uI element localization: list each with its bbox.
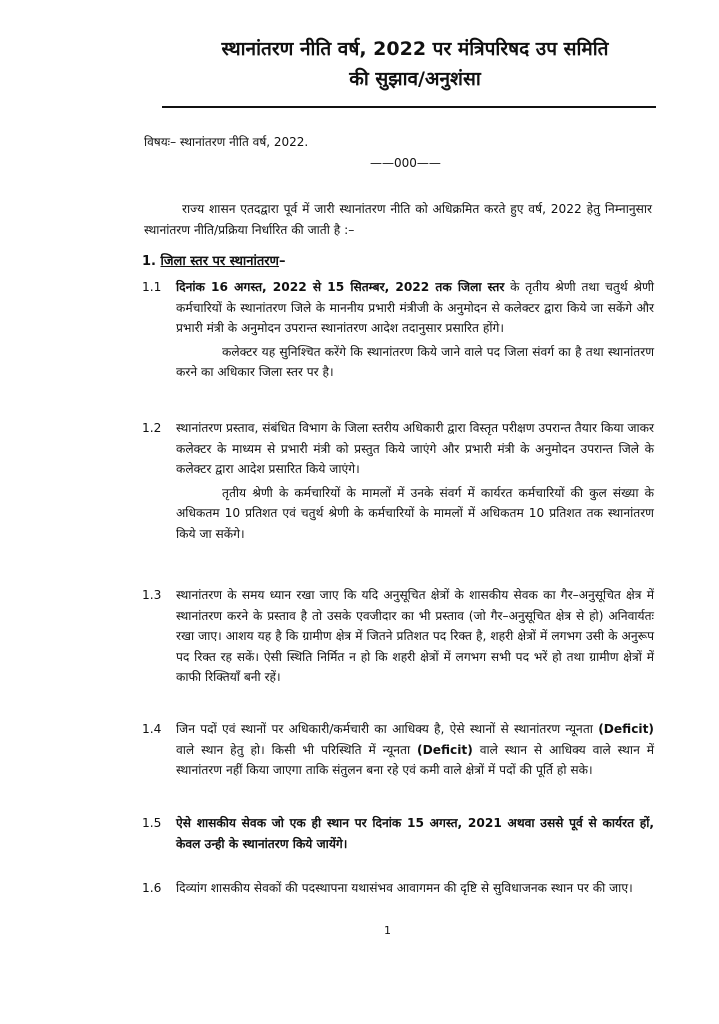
clause-number: 1.5 (142, 816, 162, 830)
clause-text: स्थानांतरण प्रस्ताव, संबंधित विभाग के जिला स्तरीय अधिकारी द्वारा विस्तृत परीक्षण उपरान्त तैयार किया जाकर कलेक्टर के माध्यम से प्रभारी मंत्री को प्रस्तुत किये जाएंगे और प्रभारी मंत्री के अनुमोदन उपरान्त जिले के कलेक्टर द्वारा आदेश प्रसारित किये जाएंगे। (176, 421, 654, 476)
section-dash: – (278, 254, 286, 269)
clause-number: 1.2 (142, 421, 162, 435)
clause-text: स्थानांतरण के समय ध्यान रखा जाए कि यदि अनुसूचित क्षेत्रों के शासकीय सेवक का गैर–अनुसूचित क्षेत्र में स्थानांतरण करने के प्रस्ताव है तो उसके एवजीदार का भी प्रस्ताव (जो गैर–अनुसूचित क्षेत्र से हो) अनिवार्यतः रखा जाए। आशय यह है कि ग्रामीण क्षेत्र में जितने प्रतिशत पद रिक्त है, शहरी क्षेत्रों में लगभग उसी के अनुरूप पद रिक्त रह सकें। ऐसी स्थिति निर्मित न हो कि शहरी क्षेत्रों में लगभग सभी पद भरें हो तथा ग्रामीण क्षेत्रों में काफी रिक्तियाँ बनी रहें। (176, 588, 654, 684)
clause-number: 1.6 (142, 881, 162, 895)
clause-date-range: दिनांक 16 अगस्त, 2022 से 15 सितम्बर, 2022 तक जिला स्तर (176, 280, 505, 294)
clause-1-1 (142, 277, 654, 383)
clause-number: 1.1 (142, 280, 162, 294)
clause-text (176, 277, 654, 339)
clause-body: के तृतीय श्रेणी तथा चतुर्थ श्रेणी कर्मचारियों के स्थानांतरण जिले के माननीय प्रभारी मंत्रीजी के अनुमोदन से कलेक्टर द्वारा किये जा सकेंगे और प्रभारी मंत्री के अनुमोदन उपरान्त स्थानांतरण आदेश तदानुसार प्रसारित होंगे। (176, 280, 654, 335)
clause-text (176, 719, 654, 781)
clause-1-4 (142, 719, 654, 781)
deficit-term: (Deficit) (598, 722, 654, 736)
clause-text-b: वाले स्थान हेतु हो। किसी भी परिस्थिति में न्यूनता (176, 742, 411, 757)
section-1-heading (142, 251, 285, 269)
section-number: 1. (142, 254, 156, 269)
clause-text: दिव्यांग शासकीय सेवकों की पदस्थापना यथासंभव आवागमन की दृष्टि से सुविधाजनक स्थान पर की जाए। (176, 881, 633, 895)
clause-text-c: वाले स्थान से आधिक्य वाले स्थान में स्थानांतरण नहीं किया जाएगा ताकि संतुलन बना रहे एवं कमी वाले क्षेत्रों में पदों की पूर्ति हो सके। (176, 742, 655, 777)
section-title: जिला स्तर पर स्थानांतरण (160, 254, 279, 269)
document-title (150, 34, 680, 94)
clause-number: 1.4 (142, 722, 162, 736)
subject-line: विषयः– स्थानांतरण नीति वर्ष, 2022. (144, 135, 309, 149)
intro-paragraph: राज्य शासन एतदद्वारा पूर्व में जारी स्थानांतरण नीति को अधिक्रमित करते हुए वर्ष, 2022 हेतु निम्नानुसार स्थानांतरण नीति/प्रक्रिया निर्धारित की जाती है :– (144, 202, 652, 237)
title-line-1: स्थानांतरण नीति वर्ष, 2022 पर मंत्रिपरिषद उप समिति (221, 38, 609, 60)
clause-1-3 (142, 585, 654, 688)
title-rule (162, 106, 656, 108)
separator: ——000—— (370, 156, 441, 170)
clause-para-2: कलेक्टर यह सुनिश्चित करेंगे कि स्थानांतरण किये जाने वाले पद जिला संवर्ग का है तथा स्थानांतरण करने का अधिकार जिला स्तर पर है। (176, 344, 654, 379)
clause-1-6 (142, 878, 654, 899)
title-line-2: की सुझाव/अनुशंसा (349, 68, 481, 90)
deficit-term: (Deficit) (417, 742, 473, 757)
clause-1-2 (142, 418, 654, 544)
clause-number: 1.3 (142, 588, 162, 602)
clause-1-5 (142, 813, 654, 854)
clause-para-2: तृतीय श्रेणी के कर्मचारियों के मामलों में उनके संवर्ग में कार्यरत कर्मचारियों की कुल संख्या के अधिकतम 10 प्रतिशत एवं चतुर्थ श्रेणी के कर्मचारियों के मामलों में अधिकतम 10 प्रतिशत तक स्थानांतरण किये जा सकेंगे। (176, 485, 654, 541)
page-number: 1 (384, 924, 391, 937)
clause-text-a: जिन पदों एवं स्थानों पर अधिकारी/कर्मचारी का आधिक्य है, ऐसे स्थानों से स्थानांतरण न्यूनता (176, 722, 593, 736)
clause-text: ऐसे शासकीय सेवक जो एक ही स्थान पर दिनांक 15 अगस्त, 2021 अथवा उससे पूर्व से कार्यरत हों, केवल उन्ही के स्थानांतरण किये जायेंगे। (176, 816, 654, 851)
